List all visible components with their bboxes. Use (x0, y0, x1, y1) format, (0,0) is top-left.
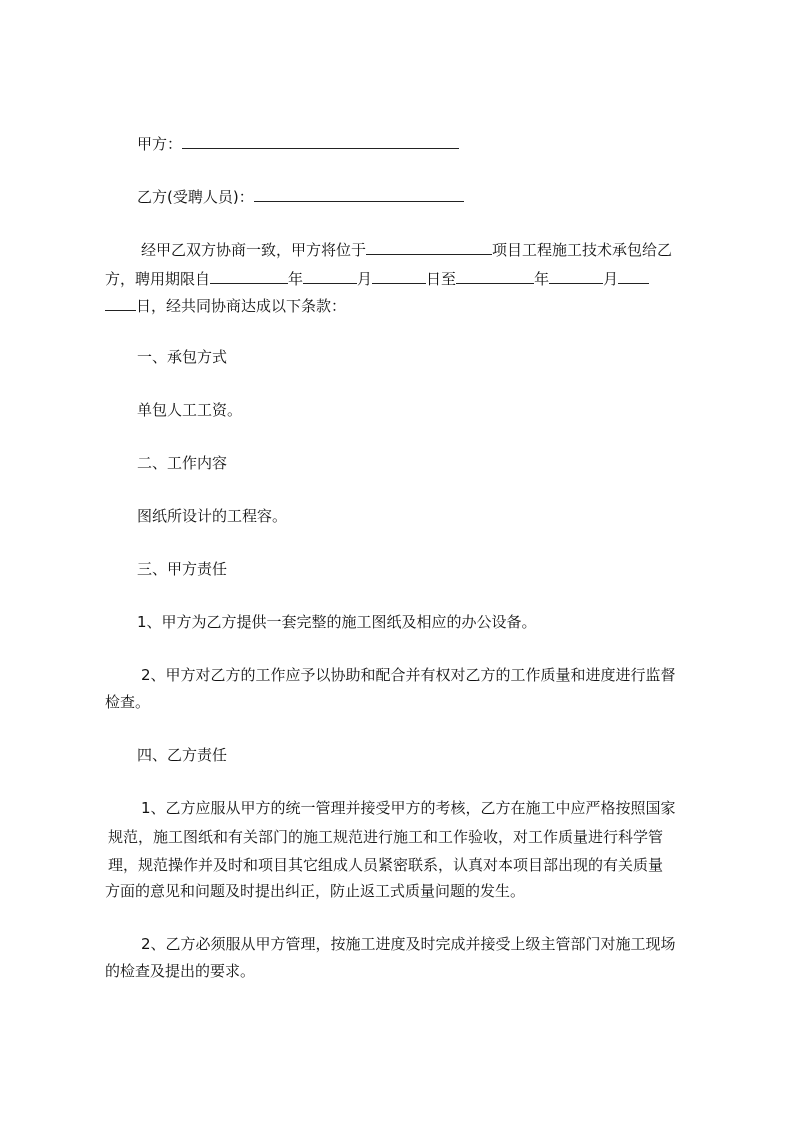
section-4-item-2-line-1: 2、乙方必须服从甲方管理，按施工进度及时完成并接受上级主管部门对施工现场 (141, 935, 676, 953)
section-2-heading: 二、工作内容 (137, 454, 228, 472)
section-1-heading: 一、承包方式 (137, 348, 228, 366)
section-4-item-1-line-4: 方面的意见和问题及时提出纠正，防止返工式质量问题的发生。 (105, 882, 526, 900)
section-4-item-1-line-2: 规范，施工图纸和有关部门的施工规范进行施工和工作验收，对工作质量进行科学管 (108, 828, 664, 846)
year-label-2: 年 (534, 270, 550, 288)
section-4-item-1-line-1: 1、乙方应服从甲方的统一管理并接受甲方的考核，乙方在施工中应严格按照国家 (141, 799, 676, 817)
intro-text-1: 经甲乙双方协商一致，甲方将位于 (141, 241, 367, 259)
end-day-blank-part2[interactable] (105, 294, 136, 311)
month-label-1: 月 (357, 270, 373, 288)
section-2-body: 图纸所设计的工程容。 (137, 507, 288, 525)
end-day-blank-part1[interactable] (618, 267, 649, 284)
start-day-blank[interactable] (372, 267, 426, 284)
section-4-item-2-line-2: 的检查及提出的要求。 (105, 962, 256, 980)
start-year-blank[interactable] (210, 267, 288, 284)
intro-line-3 (105, 294, 346, 316)
party-b-blank[interactable] (254, 185, 464, 202)
end-month-blank[interactable] (549, 267, 603, 284)
intro-line-2 (105, 267, 649, 289)
party-a-blank[interactable] (182, 132, 459, 149)
intro-line-1 (141, 238, 672, 260)
party-b-label: 乙方(受聘人员)： (137, 188, 254, 206)
end-year-blank[interactable] (456, 267, 534, 284)
section-3-heading: 三、甲方责任 (137, 560, 228, 578)
section-3-item-2-line-2: 检查。 (105, 693, 151, 711)
intro-text-2: 项目工程施工技术承包给乙 (492, 241, 673, 259)
section-4-item-1-line-3: 理，规范操作并及时和项目其它组成人员紧密联系，认真对本项目部出现的有关质量 (108, 856, 664, 874)
section-3-item-1: 1、甲方为乙方提供一套完整的施工图纸及相应的办公设备。 (137, 613, 537, 631)
party-a-line (137, 132, 459, 154)
section-1-body: 单包人工工资。 (137, 401, 243, 419)
project-location-blank[interactable] (366, 238, 492, 255)
day-label-1: 日至 (426, 270, 457, 288)
party-a-label: 甲方： (137, 135, 183, 153)
section-3-item-2-line-1: 2、甲方对乙方的工作应予以协助和配合并有权对乙方的工作质量和进度进行监督 (141, 666, 676, 684)
month-label-2: 月 (603, 270, 619, 288)
intro-text-4: 日，经共同协商达成以下条款： (136, 297, 347, 315)
intro-text-3: 方，聘用期限自 (105, 270, 211, 288)
start-month-blank[interactable] (303, 267, 357, 284)
year-label-1: 年 (288, 270, 304, 288)
section-4-heading: 四、乙方责任 (137, 746, 228, 764)
party-b-line (137, 185, 464, 207)
